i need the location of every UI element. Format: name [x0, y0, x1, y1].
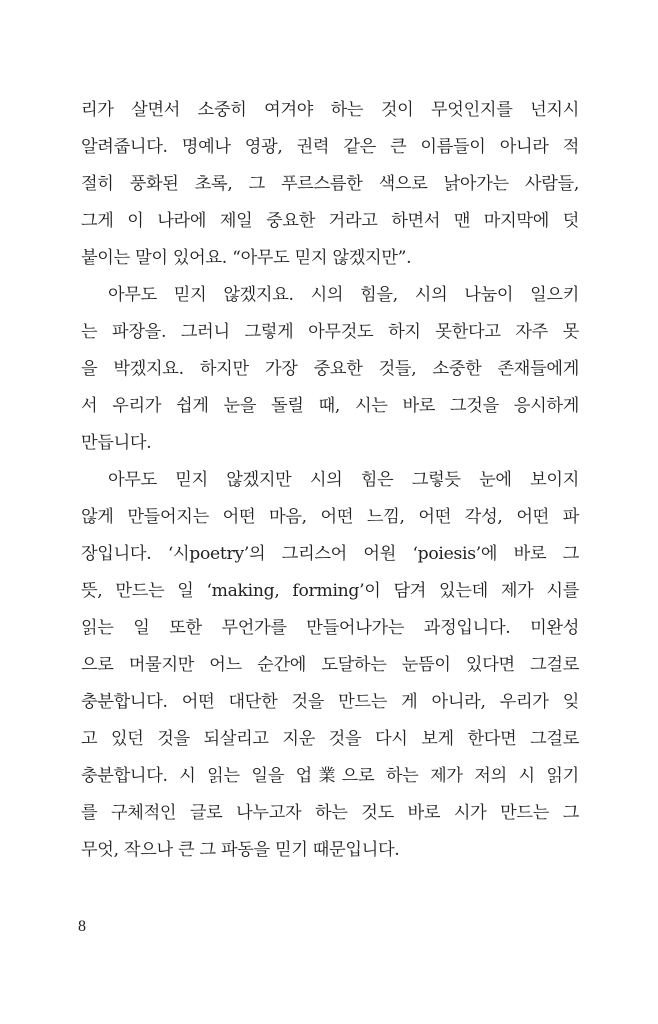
page-body: [81, 92, 579, 869]
text-line: 아무도 믿지 않겠지요. 시의 힘을, 시의 나눔이 일으키: [108, 285, 579, 305]
paragraph-2: [81, 277, 579, 462]
text-line: 를 구체적인 글로 나누고자 하는 것도 바로 시가 만드는 그: [81, 803, 579, 823]
text-line: 알려줍니다. 명예나 영광, 권력 같은 큰 이름들이 아니라 적: [81, 137, 579, 157]
text-line: 서 우리가 쉽게 눈을 돌릴 때, 시는 바로 그것을 응시하게: [81, 396, 579, 416]
paragraph-1: [81, 92, 579, 277]
text-line: 는 파장을. 그러니 그렇게 아무것도 하지 못한다고 자주 못: [81, 322, 579, 342]
text-line: 그게 이 나라에 제일 중요한 거라고 하면서 맨 마지막에 덧: [81, 211, 579, 231]
text-line: 고 있던 것을 되살리고 지운 것을 다시 보게 한다면 그걸로: [81, 729, 579, 749]
text-line: 충분합니다. 어떤 대단한 것을 만드는 게 아니라, 우리가 잊: [81, 692, 579, 712]
text-line: 붙이는 말이 있어요. “아무도 믿지 않겠지만”.: [81, 248, 412, 268]
text-line: 뜻, 만드는 일 ‘making, forming’이 담겨 있는데 제가 시를: [81, 581, 579, 601]
text-line: 충분합니다. 시 읽는 일을 업業으로 하는 제가 저의 시 읽기: [81, 766, 579, 786]
text-line: 읽는 일 또한 무언가를 만들어나가는 과정입니다. 미완성: [81, 618, 579, 638]
page-number: 8: [78, 918, 86, 935]
paragraph-3: [81, 462, 579, 869]
text-line: 만듭니다.: [81, 433, 152, 453]
text-line: 리가 살면서 소중히 여겨야 하는 것이 무엇인지를 넌지시: [81, 100, 579, 120]
text-line: 절히 풍화된 초록, 그 푸르스름한 색으로 낡아가는 사람들,: [81, 174, 579, 194]
text-line: 아무도 믿지 않겠지만 시의 힘은 그렇듯 눈에 보이지: [108, 470, 579, 490]
text-line: 으로 머물지만 어느 순간에 도달하는 눈뜸이 있다면 그걸로: [81, 655, 579, 675]
text-line: 무엇, 작으나 큰 그 파동을 믿기 때문입니다.: [81, 840, 400, 860]
text-line: 장입니다. ‘시poetry’의 그리스어 어원 ‘poiesis’에 바로 그: [81, 544, 579, 564]
text-line: 을 박겠지요. 하지만 가장 중요한 것들, 소중한 존재들에게: [81, 359, 579, 379]
text-line: 않게 만들어지는 어떤 마음, 어떤 느낌, 어떤 각성, 어떤 파: [81, 507, 579, 527]
